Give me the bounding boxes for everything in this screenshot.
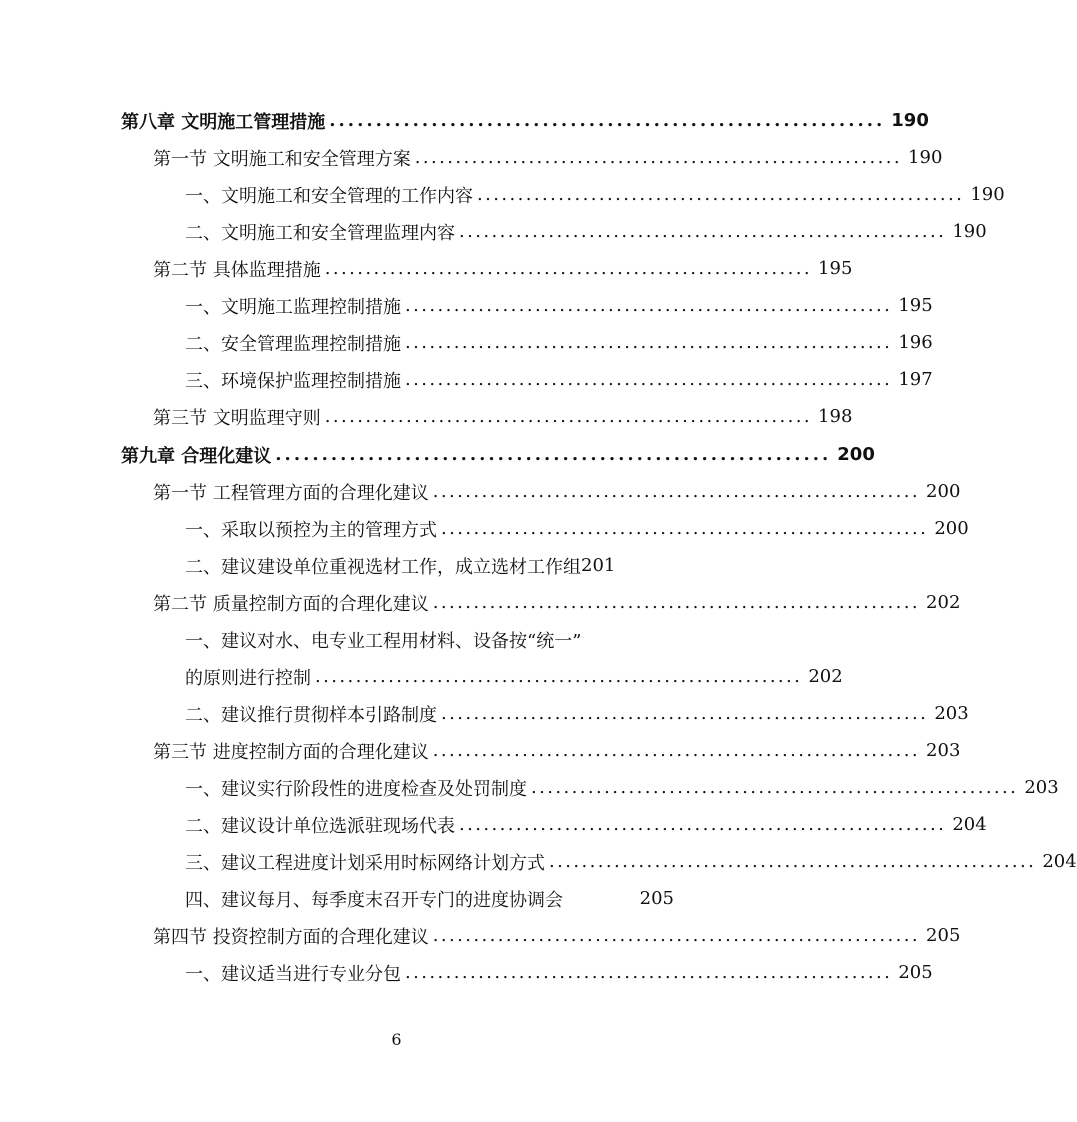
toc-entry-page: 205 — [898, 962, 933, 983]
toc-entry-title: 一、文明施工监理控制措施 — [185, 296, 401, 318]
page-number: 6 — [391, 1030, 402, 1049]
toc-item[interactable] — [185, 843, 1077, 880]
toc-leader-dots: ............................................................ — [531, 777, 1019, 798]
toc-item-line-1[interactable] — [185, 621, 674, 658]
toc-leader-dots: ............................................................ — [432, 740, 921, 761]
toc-entry-title: 二、文明施工和安全管理监理内容 — [185, 222, 455, 244]
toc-entry-title: 第四节 投资控制方面的合理化建议 — [153, 926, 429, 948]
toc-entry-page: 200 — [837, 444, 875, 465]
toc-entry-title: 第三节 进度控制方面的合理化建议 — [153, 741, 429, 763]
toc-entry-page: 203 — [1024, 777, 1059, 798]
toc-section[interactable] — [153, 139, 943, 176]
toc-item[interactable] — [185, 176, 1005, 213]
toc-entry-page: 200 — [926, 481, 961, 502]
toc-entry-title: 一、建议实行阶段性的进度检查及处罚制度 — [185, 778, 527, 800]
toc-leader-dots: ............................................................ — [405, 332, 893, 353]
toc-entry-title: 第二节 质量控制方面的合理化建议 — [153, 593, 429, 615]
toc-entry-title: 三、建议工程进度计划采用时标网络计划方式 — [185, 852, 545, 874]
toc-leader-dots: ............................................................ — [405, 962, 893, 983]
toc-entry-page: 198 — [818, 406, 853, 427]
toc-entry-title: 三、环境保护监理控制措施 — [185, 370, 401, 392]
toc-entry-title: 二、建议建设单位重视选材工作，成立选材工作组 — [185, 556, 581, 578]
toc-leader-dots: ............................................................ — [324, 406, 813, 427]
toc-entry-title: 第二节 具体监理措施 — [153, 259, 321, 281]
toc-entry-title: 第一节 文明施工和安全管理方案 — [153, 148, 411, 170]
toc-section[interactable] — [153, 250, 853, 287]
toc-entry-page: 190 — [952, 221, 987, 242]
toc-entry-page: 202 — [926, 592, 961, 613]
toc-entry-title: 二、建议推行贯彻样本引路制度 — [185, 704, 437, 726]
toc-entry-page: 203 — [934, 703, 969, 724]
toc-item[interactable] — [185, 880, 674, 917]
toc-item[interactable] — [185, 806, 987, 843]
toc-leader-dots: ............................................................ — [329, 110, 886, 131]
toc-leader-dots: ............................................................ — [275, 444, 832, 465]
toc-entry-page: 202 — [808, 666, 843, 687]
toc-chapter-9[interactable] — [121, 436, 875, 473]
toc-leader-dots: ............................................................ — [432, 925, 921, 946]
toc-section[interactable] — [153, 584, 961, 621]
toc-leader-dots: ............................................................ — [459, 814, 947, 835]
toc-entry-page: 200 — [934, 518, 969, 539]
toc-entry-page: 190 — [908, 147, 943, 168]
toc-item[interactable] — [185, 287, 933, 324]
toc-leader-dots: ............................................................ — [324, 258, 813, 279]
toc-entry-page: 196 — [898, 332, 933, 353]
toc-leader-dots: ............................................................ — [441, 518, 929, 539]
toc-item[interactable] — [185, 769, 1059, 806]
toc-item[interactable] — [185, 213, 987, 250]
toc-item[interactable] — [185, 954, 933, 991]
toc-entry-title: 一、建议对水、电专业工程用材料、设备按“统一” — [185, 630, 582, 652]
toc-item[interactable] — [185, 510, 969, 547]
toc-section[interactable] — [153, 732, 961, 769]
toc-item[interactable] — [185, 324, 933, 361]
toc-leader-dots: ............................................................ — [441, 703, 929, 724]
toc-leader-dots: ............................................................ — [414, 147, 903, 168]
toc-entry-title: 的原则进行控制 — [185, 667, 311, 689]
toc-entry-title: 第九章 合理化建议 — [121, 445, 272, 467]
toc-leader-dots: ............................................................ — [459, 221, 947, 242]
toc-entry-page: 201 — [581, 555, 616, 576]
toc-entry-page: 205 — [926, 925, 961, 946]
toc-leader-dots: ............................................................ — [477, 184, 965, 205]
toc-entry-title: 第八章 文明施工管理措施 — [121, 111, 326, 133]
toc-item[interactable] — [185, 547, 674, 584]
toc-entry-title: 一、采取以预控为主的管理方式 — [185, 519, 437, 541]
toc-item-line-2[interactable] — [185, 658, 843, 695]
toc-section[interactable] — [153, 473, 961, 510]
toc-leader-dots: ............................................................ — [432, 592, 921, 613]
toc-leader-dots: ............................................................ — [432, 481, 921, 502]
toc-leader-dots: ............................................................ — [315, 666, 803, 687]
toc-entry-title: 四、建议每月、每季度末召开专门的进度协调会 — [185, 889, 563, 911]
toc-section[interactable] — [153, 398, 853, 435]
toc-entry-page: 197 — [898, 369, 933, 390]
toc-entry-page: 195 — [898, 295, 933, 316]
toc-entry-title: 二、建议设计单位选派驻现场代表 — [185, 815, 455, 837]
toc-entry-title: 第一节 工程管理方面的合理化建议 — [153, 482, 429, 504]
toc-leader-dots: ............................................................ — [405, 369, 893, 390]
toc-entry-page: 204 — [952, 814, 987, 835]
toc-entry-title: 第三节 文明监理守则 — [153, 407, 321, 429]
toc-section[interactable] — [153, 917, 961, 954]
toc-entry-page: 203 — [926, 740, 961, 761]
toc-entry-page: 205 — [639, 888, 674, 909]
toc-entry-title: 二、安全管理监理控制措施 — [185, 333, 401, 355]
toc-chapter-8[interactable] — [121, 102, 929, 139]
toc-item[interactable] — [185, 361, 933, 398]
toc-entry-page: 190 — [970, 184, 1005, 205]
toc-entry-title: 一、文明施工和安全管理的工作内容 — [185, 185, 473, 207]
toc-entry-title: 一、建议适当进行专业分包 — [185, 963, 401, 985]
toc-item[interactable] — [185, 695, 969, 732]
toc-leader-dots: ............................................................ — [549, 851, 1037, 872]
toc-entry-page: 195 — [818, 258, 853, 279]
toc-entry-page: 204 — [1042, 851, 1077, 872]
toc-leader-dots: ............................................................ — [405, 295, 893, 316]
toc-entry-page: 190 — [891, 110, 929, 131]
